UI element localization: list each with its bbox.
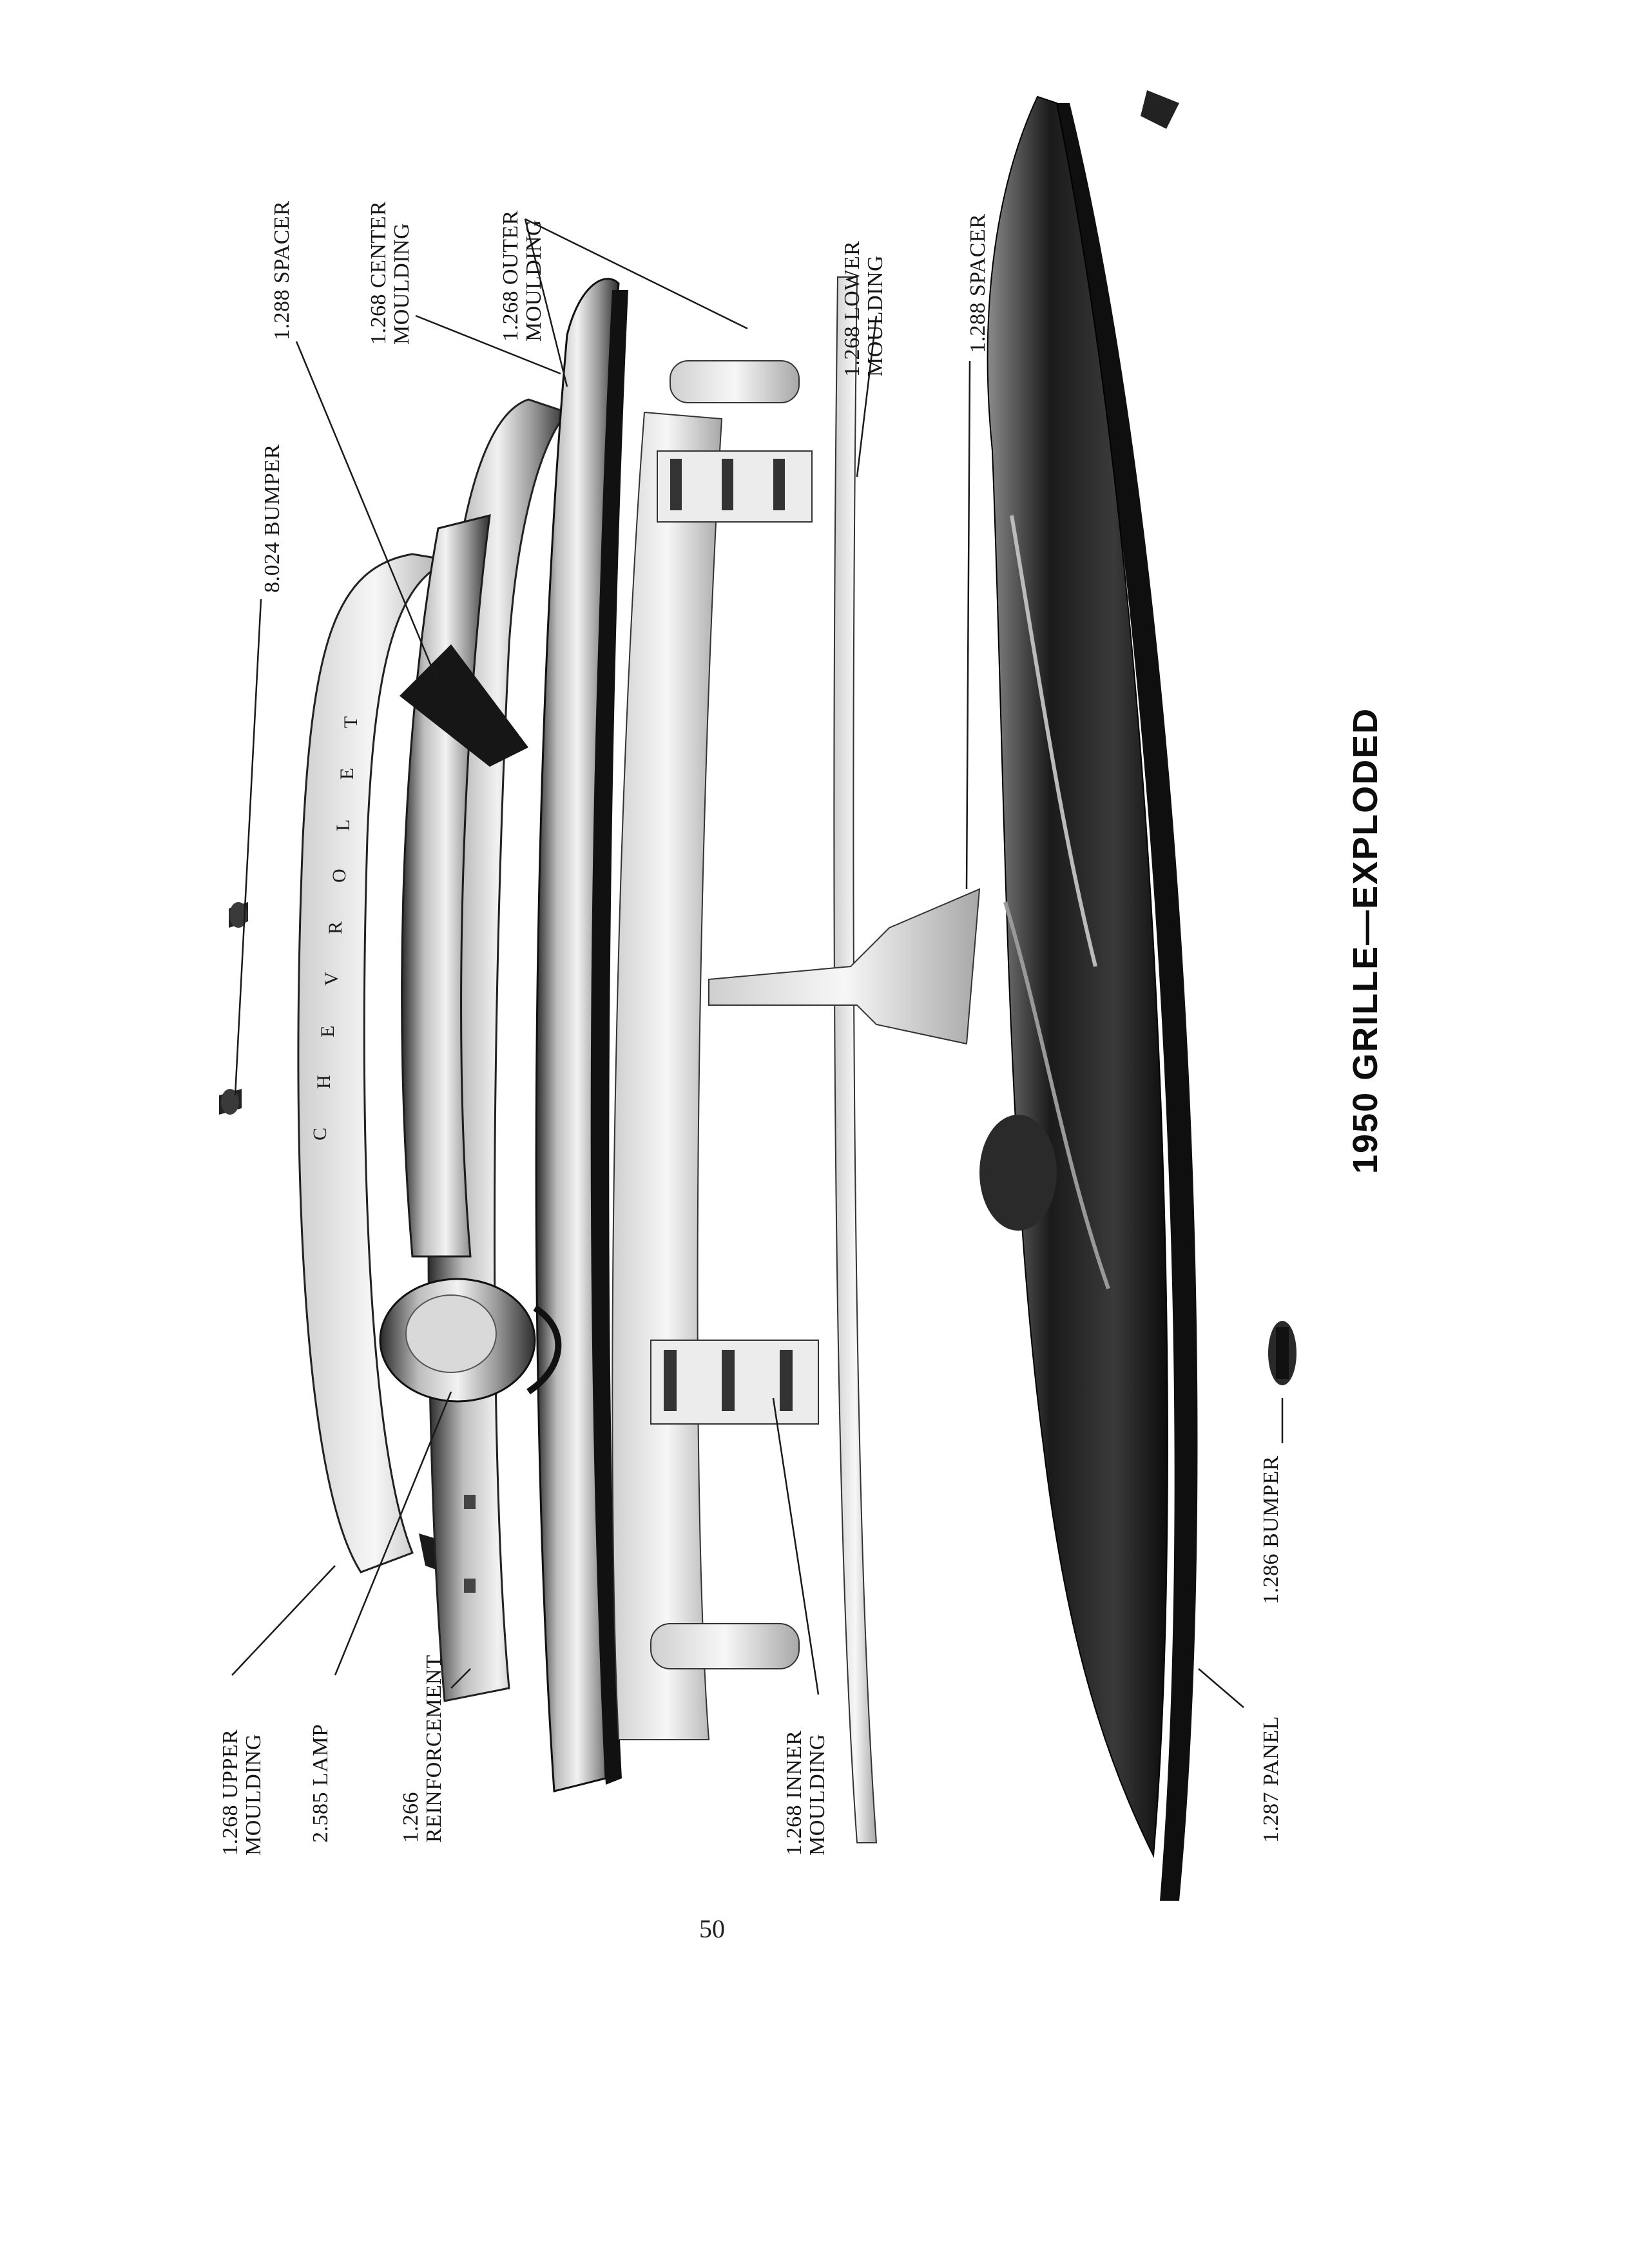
- callout-outer-moulding: 1.268 OUTER MOULDING: [499, 210, 546, 341]
- lamp-part: [380, 1279, 558, 1401]
- nameplate-letter: H: [313, 1075, 334, 1089]
- nameplate-letter: R: [325, 921, 346, 934]
- panel-clip-top: [1141, 90, 1179, 129]
- slotted-bracket-upper: [657, 451, 812, 522]
- callout-bumper-8024: 8.024 BUMPER: [260, 444, 284, 593]
- callout-lower-moulding: 1.268 LOWER MOULDING: [840, 240, 887, 377]
- callout-panel: 1.287 PANEL: [1259, 1716, 1283, 1843]
- bumper-1286-part: [979, 97, 1168, 1856]
- callout-inner-moulding: 1.268 INNER MOULDING: [782, 1730, 829, 1856]
- leader-bumper-8024: [235, 599, 261, 1095]
- inner-moulding-part: [612, 361, 799, 1740]
- callout-spacer-right: 1.288 SPACER: [966, 213, 990, 353]
- nameplate-letter: T: [340, 716, 361, 728]
- nameplate-letter: C: [309, 1127, 331, 1140]
- nameplate-letter: L: [333, 819, 354, 831]
- callout-spacer-top: 1.288 SPACER: [270, 200, 294, 340]
- nameplate-letter: E: [317, 1025, 338, 1037]
- slotted-bracket-lower: [651, 1340, 818, 1424]
- figure-title: 1950 GRILLE—EXPLODED: [1346, 707, 1385, 1174]
- bumper-clip-lower: [219, 1089, 242, 1115]
- nameplate-letter: E: [336, 767, 358, 780]
- callout-reinforcement: 1.266 REINFORCEMENT: [399, 1655, 446, 1843]
- leader-outer-moulding-a: [525, 219, 747, 329]
- callout-center-moulding: 1.268 CENTER MOULDING: [367, 200, 414, 345]
- callout-upper-moulding: 1.268 UPPER MOULDING: [218, 1729, 265, 1856]
- leader-spacer-right: [967, 361, 970, 889]
- panel-clip-bottom: [1268, 1321, 1296, 1385]
- callout-bumper-1286: 1.286 BUMPER: [1259, 1456, 1283, 1604]
- page-number: 50: [699, 1914, 725, 1943]
- nameplate-letter: V: [321, 972, 342, 986]
- leader-panel: [1199, 1669, 1244, 1707]
- lower-moulding-part: [834, 277, 876, 1843]
- leader-upper-moulding: [232, 1566, 335, 1675]
- nameplate-letter: O: [329, 869, 350, 883]
- callout-lamp: 2.585 LAMP: [309, 1724, 333, 1843]
